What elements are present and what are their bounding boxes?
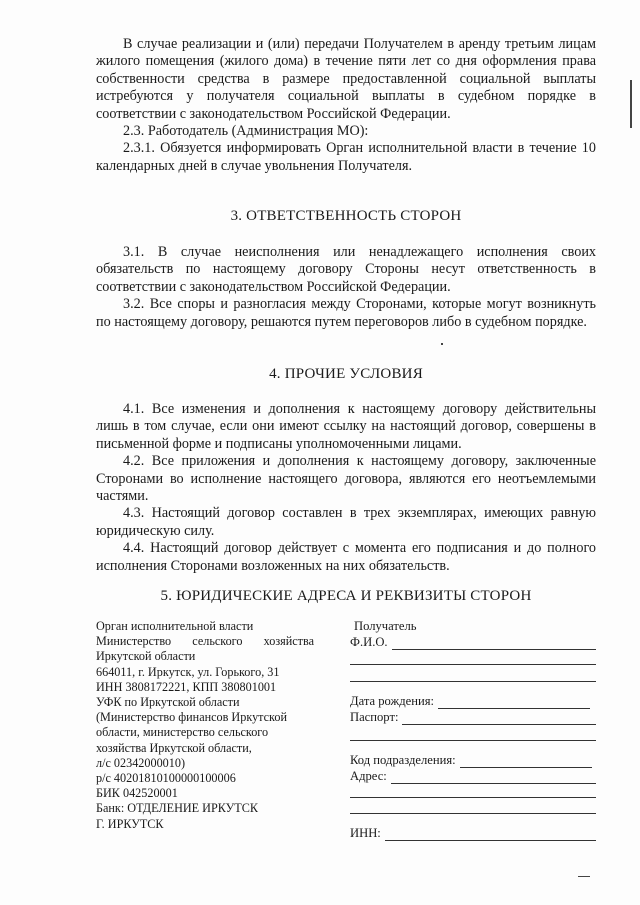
requisite-line: Г. ИРКУТСК	[96, 816, 164, 831]
requisite-line: Орган исполнительной власти	[96, 619, 254, 633]
scan-dot-mark	[441, 343, 443, 345]
scan-dash-mark	[578, 876, 590, 877]
fio-blank-line	[392, 638, 596, 650]
inn-field	[350, 826, 596, 841]
section-4-body	[96, 401, 596, 575]
address-blank-line	[391, 772, 596, 784]
authority-requisites	[96, 619, 314, 832]
paragraph-3-2: 3.2. Все споры и разногласия между Сторонами, которые могут возникнуть по настоящему договору, решаются путем переговоров либо в судебном порядке.	[96, 296, 596, 330]
requisite-line: Банк: ОТДЕЛЕНИЕ ИРКУТСК	[96, 801, 258, 816]
fio-label: Ф.И.О.	[350, 635, 388, 649]
paragraph-2-3-1: 2.3.1. Обязуется информировать Орган исполнительной власти в течение 10 календарных дней в случае увольнения Получателя.	[96, 140, 596, 174]
address-label: Адрес:	[350, 769, 387, 783]
fio-blank-line	[350, 681, 596, 682]
requisite-line: УФК по Иркутской области	[96, 695, 240, 710]
paragraph-4-1: 4.1. Все изменения и дополнения к настоящему договору действительны лишь в том случае, если они имеют ссылку на настоящий договор, совершены в письменной форме и подписаны уполномоченными лицами.	[96, 401, 596, 452]
paragraph-4-4: 4.4. Настоящий договор действует с момента его подписания и до полного исполнения Сторонами возложенных на них обязательств.	[96, 540, 596, 574]
passport-field	[350, 710, 596, 725]
requisite-line: ИНН 3808172221, КПП 380801001	[96, 679, 277, 694]
section-5-title: 5. ЮРИДИЧЕСКИЕ АДРЕСА И РЕКВИЗИТЫ СТОРОН	[160, 588, 532, 604]
paragraph-4-2: 4.2. Все приложения и дополнения к настоящему договору, заключенные Сторонами во исполнение настоящего договора, являются его неотъемлемыми частями.	[96, 453, 596, 505]
scan-edge-mark	[630, 80, 632, 128]
requisite-line: р/с 40201810100000100006	[96, 771, 236, 786]
subdivision-code-label: Код подразделения:	[350, 753, 456, 767]
birth-date-label: Дата рождения:	[350, 694, 434, 708]
requisite-line: Иркутской области	[96, 649, 196, 664]
inn-label: ИНН:	[350, 826, 381, 840]
section-2-continuation	[96, 36, 596, 175]
requisite-line: л/с 02342000010)	[96, 755, 186, 770]
subdivision-code-blank-line	[460, 756, 592, 768]
section-3-title: 3. ОТВЕТСТВЕННОСТЬ СТОРОН	[230, 208, 462, 224]
requisite-line: БИК 042520001	[96, 786, 178, 801]
passport-label: Паспорт:	[350, 710, 399, 724]
paragraph-2-3: 2.3. Работодатель (Администрация МО):	[123, 123, 369, 140]
paragraph-3-1: 3.1. В случае неисполнения или ненадлежащего исполнения своих обязательств по настоящему договору Стороны несут ответственность в соответствии с законодательством Российской Федерации.	[96, 244, 596, 295]
section-3-body	[96, 244, 596, 331]
recipient-title: Получатель	[354, 619, 417, 633]
requisite-line: (Министерство финансов Иркутской	[96, 710, 287, 725]
address-blank-line	[350, 813, 596, 814]
requisite-line: области, министерство сельского	[96, 725, 269, 740]
paragraph-2-rent: В случае реализации и (или) передачи Получателем в аренду третьим лицам жилого помещения (жилого дома) в течение пяти лет со дня оформления права собственности средства в размере предоставленной социальной выплаты истребуются у получателя социальной выплаты в судебном порядке в соответствии с законодательством Российской Федерации.	[96, 36, 596, 122]
inn-blank-line	[385, 829, 596, 841]
fio-blank-line	[350, 664, 596, 665]
section-4-title: 4. ПРОЧИЕ УСЛОВИЯ	[269, 366, 423, 382]
address-blank-line	[350, 797, 596, 798]
paragraph-4-3: 4.3. Настоящий договор составлен в трех экземплярах, имеющих равную юридическую силу.	[96, 505, 596, 539]
subdivision-code-field	[350, 753, 592, 768]
passport-blank-line	[402, 713, 596, 725]
requisite-line: хозяйства Иркутской области,	[96, 740, 252, 755]
address-field	[350, 769, 596, 784]
birth-date-blank-line	[438, 697, 590, 709]
birth-date-field	[350, 694, 590, 709]
passport-blank-line	[350, 740, 596, 741]
requisite-line: 664011, г. Иркутск, ул. Горького, 31	[96, 664, 280, 679]
requisite-line: Министерство сельского хозяйства	[96, 634, 314, 649]
fio-field	[350, 635, 596, 650]
